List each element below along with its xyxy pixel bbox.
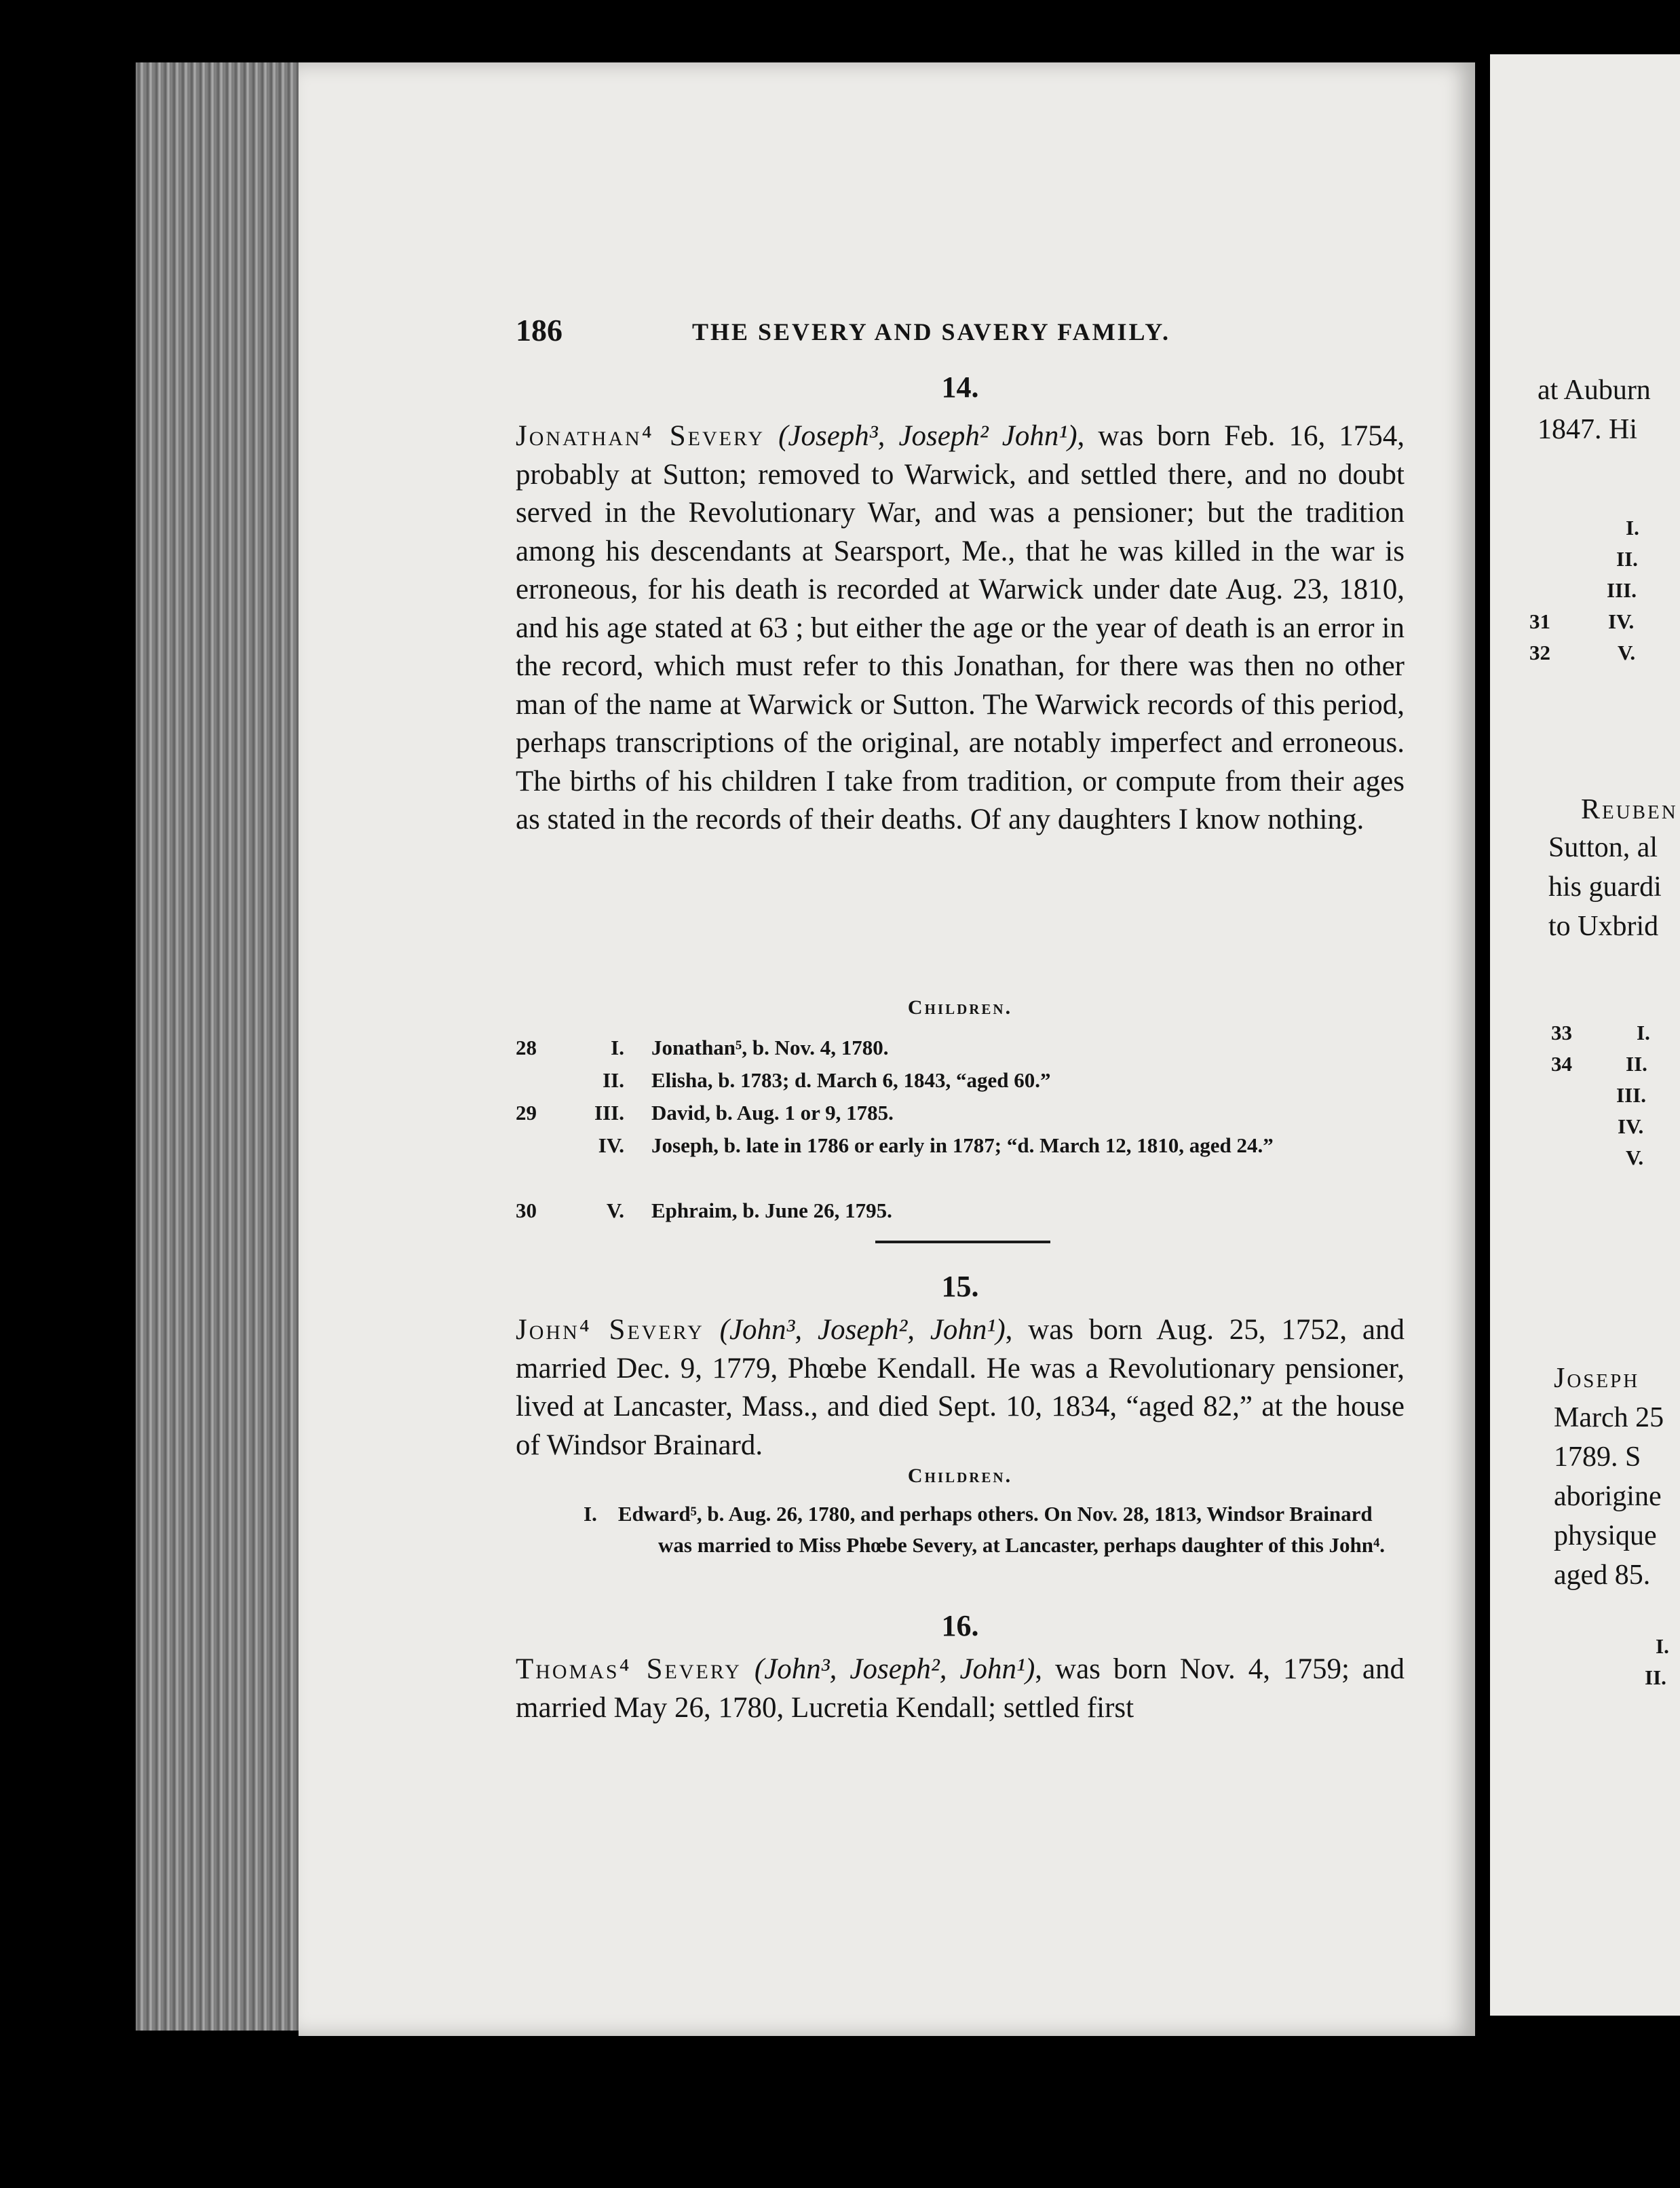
child-ref: 29 bbox=[516, 1101, 537, 1125]
facing-ref: 31 bbox=[1529, 609, 1550, 633]
facing-line: aged 85. bbox=[1554, 1560, 1651, 1591]
section-divider bbox=[875, 1241, 1050, 1243]
child-ref: 28 bbox=[516, 1036, 537, 1059]
person-name: Thomas⁴ Severy bbox=[516, 1653, 742, 1685]
child-text: Jonathan⁵, b. Nov. 4, 1780. bbox=[651, 1036, 889, 1059]
list-item bbox=[516, 1129, 1405, 1194]
children-list bbox=[516, 1032, 1405, 1227]
facing-roman: IV. bbox=[1608, 609, 1635, 633]
facing-ref: 33 bbox=[1551, 1021, 1572, 1044]
paragraph-text: , was born Aug. 25, 1752, and married Dec. 9, 1779, Phœbe Kendall. He was a Revolutionary pensioner, lived at Lancaster, Mass., and died Sept. 10, 1834, “aged 82,” at the house of Windsor Brainard. bbox=[516, 1314, 1405, 1461]
facing-line: Joseph bbox=[1554, 1363, 1640, 1394]
facing-roman: I. bbox=[1656, 1634, 1669, 1658]
children-list bbox=[516, 1498, 1405, 1561]
section-paragraph bbox=[516, 1311, 1405, 1465]
section-paragraph bbox=[516, 417, 1405, 840]
child-roman: III. bbox=[594, 1101, 624, 1125]
facing-roman: III. bbox=[1616, 1083, 1646, 1107]
child-text: Elisha, b. 1783; d. March 6, 1843, “aged 60.” bbox=[651, 1068, 1051, 1092]
list-item bbox=[516, 1064, 1405, 1097]
list-item bbox=[516, 1194, 1405, 1227]
facing-line: to Uxbrid bbox=[1548, 911, 1659, 942]
child-text: Joseph, b. late in 1786 or early in 1787; “d. March 12, 1810, aged 24.” bbox=[651, 1133, 1274, 1157]
facing-page bbox=[1490, 54, 1680, 2016]
child-roman: II. bbox=[603, 1068, 624, 1092]
facing-line: his guardi bbox=[1548, 871, 1662, 903]
facing-ref: 34 bbox=[1551, 1052, 1572, 1076]
page-edges bbox=[136, 62, 305, 2031]
lineage: (John³, Joseph², John¹) bbox=[754, 1653, 1035, 1685]
facing-line: at Auburn bbox=[1538, 375, 1651, 406]
child-text: Ephraim, b. June 26, 1795. bbox=[651, 1199, 892, 1222]
person-name: Jonathan⁴ Severy bbox=[516, 420, 765, 452]
child-roman: I. bbox=[584, 1502, 597, 1526]
person-name: John⁴ Severy bbox=[516, 1314, 704, 1346]
facing-line: physique bbox=[1554, 1520, 1657, 1551]
facing-ref: 32 bbox=[1529, 641, 1550, 664]
facing-roman: III. bbox=[1607, 578, 1637, 602]
child-ref: 30 bbox=[516, 1199, 537, 1222]
facing-line: March 25 bbox=[1554, 1402, 1664, 1433]
facing-roman: IV. bbox=[1618, 1114, 1644, 1138]
running-title: THE SEVERY AND SAVERY FAMILY. bbox=[692, 318, 1170, 345]
facing-roman: II. bbox=[1616, 547, 1638, 571]
page-number: 186 bbox=[516, 313, 562, 347]
facing-roman: II. bbox=[1645, 1665, 1666, 1689]
facing-line: 1789. S bbox=[1554, 1441, 1641, 1473]
lineage: (Joseph³, Joseph² John¹) bbox=[778, 420, 1077, 452]
paragraph-text: , was born Nov. 4, 1759; and married May 26, 1780, Lucretia Kendall; settled first bbox=[516, 1653, 1405, 1724]
children-heading: Children. bbox=[907, 996, 1013, 1019]
list-item bbox=[516, 1097, 1405, 1129]
section-number: 15. bbox=[941, 1270, 979, 1303]
section-number: 14. bbox=[941, 371, 979, 404]
lineage: (John³, Joseph², John¹) bbox=[719, 1314, 1006, 1346]
child-text: David, b. Aug. 1 or 9, 1785. bbox=[651, 1101, 894, 1125]
facing-line: aborigine bbox=[1554, 1481, 1662, 1512]
child-roman: I. bbox=[611, 1036, 624, 1059]
facing-roman: V. bbox=[1626, 1146, 1644, 1169]
section-number: 16. bbox=[941, 1609, 979, 1642]
facing-roman: I. bbox=[1626, 516, 1639, 540]
facing-line: Sutton, al bbox=[1548, 832, 1658, 863]
facing-line: Reuben bbox=[1581, 794, 1678, 825]
paragraph-text: , was born Feb. 16, 1754, probably at Sutton; removed to Warwick, and settled there, and no doubt served in the Revolutionary War, and was a pensioner; but the tradition among his descendants at Searsport, Me., that he was killed in the war is erroneous, for his death is recorded at Warwick under date Aug. 23, 1810, and his age stated at 63 ; but either the age or the year of death is an error in the record, which must refer to this Jonathan, for there was then no other man of the name at Warwick or Sutton. The Warwick records of this period, perhaps transcriptions of the original, are notably imperfect and erroneous. The births of his children I take from tradition, or compute from their ages as stated in the records of their deaths. Of any daughters I know nothing. bbox=[516, 420, 1405, 835]
child-roman: V. bbox=[606, 1199, 624, 1222]
child-roman: IV. bbox=[598, 1133, 624, 1157]
list-item bbox=[516, 1032, 1405, 1064]
facing-roman: II. bbox=[1626, 1052, 1647, 1076]
facing-line: 1847. Hi bbox=[1538, 414, 1637, 445]
facing-roman: I. bbox=[1637, 1021, 1650, 1044]
child-text: Edward⁵, b. Aug. 26, 1780, and perhaps others. On Nov. 28, 1813, Windsor Brainard was married to Miss Phœbe Severy, at Lancaster, perhaps daughter of this John⁴. bbox=[617, 1502, 1386, 1557]
section-paragraph bbox=[516, 1651, 1405, 1727]
facing-roman: V. bbox=[1618, 641, 1636, 664]
list-item bbox=[516, 1498, 1405, 1561]
children-heading: Children. bbox=[907, 1465, 1013, 1487]
